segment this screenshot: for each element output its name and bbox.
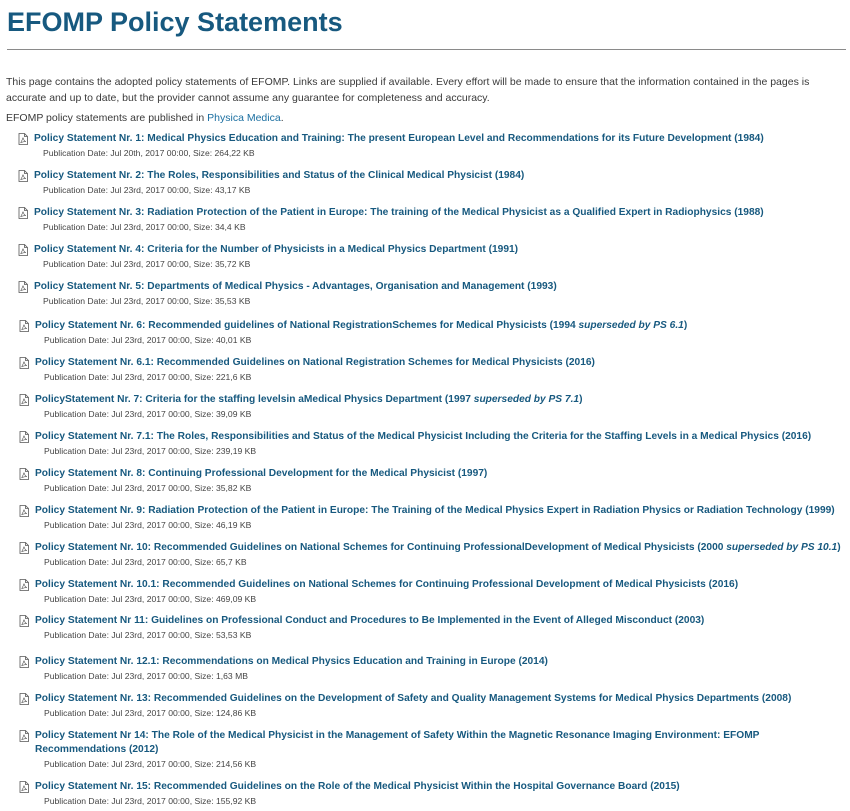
pdf-file-icon — [19, 357, 29, 369]
statement-title: Policy Statement Nr. 1: Medical Physics Education and Training: The present European Level and Recommendations for its Future Development (1984) — [34, 133, 764, 144]
publication-meta: Publication Date: Jul 23rd, 2017 00:00, Size: 155,92 KB — [44, 796, 257, 806]
publication-meta: Publication Date: Jul 23rd, 2017 00:00, Size: 43,17 KB — [43, 185, 251, 195]
publication-meta: Publication Date: Jul 23rd, 2017 00:00, Size: 469,09 KB — [44, 594, 257, 604]
publication-meta: Publication Date: Jul 23rd, 2017 00:00, Size: 214,56 KB — [44, 759, 257, 769]
policy-statement-item — [19, 541, 839, 568]
pdf-file-icon — [19, 505, 29, 517]
publication-meta: Publication Date: Jul 23rd, 2017 00:00, Size: 40,01 KB — [44, 335, 252, 345]
policy-statement-item — [19, 356, 839, 383]
statement-title: Policy Statement Nr. 3: Radiation Protection of the Patient in Europe: The training of the Medical Physicist as a Qualified Expert in Radiophysics (1988) — [34, 207, 764, 218]
superseded-note: superseded by PS 6.1 — [578, 320, 684, 331]
policy-statement-link[interactable] — [34, 280, 838, 294]
pdf-file-icon — [19, 730, 29, 742]
policy-statement-link[interactable] — [35, 655, 839, 669]
publication-meta: Publication Date: Jul 23rd, 2017 00:00, Size: 65,7 KB — [44, 557, 247, 567]
policy-statement-item — [18, 206, 838, 233]
statement-title: Policy Statement Nr. 15: Recommended Guidelines on the Role of the Medical Physicist Within the Hospital Governance Board (2015) — [35, 781, 680, 792]
statement-title-tail: ) — [837, 542, 841, 553]
pdf-file-icon — [18, 133, 28, 145]
statement-title: Policy Statement Nr. 9: Radiation Protection of the Patient in Europe: The Training of the Medical Physics Expert in Radiation Physics or Radiation Technology (1999) — [35, 505, 835, 516]
superseded-note: superseded by PS 10.1 — [726, 542, 838, 553]
published-prefix: EFOMP policy statements are published in — [6, 112, 208, 124]
policy-statement-item — [19, 578, 839, 605]
publication-meta: Publication Date: Jul 23rd, 2017 00:00, Size: 46,19 KB — [44, 520, 252, 530]
pdf-file-icon — [19, 656, 29, 668]
pdf-file-icon — [19, 431, 29, 443]
pdf-file-icon — [19, 468, 29, 480]
policy-statement-link[interactable] — [35, 467, 839, 481]
statement-title: Policy Statement Nr. 5: Departments of Medical Physics - Advantages, Organisation and Management (1993) — [34, 281, 557, 292]
statement-title: Policy Statement Nr. 2: The Roles, Responsibilities and Status of the Clinical Medical Physicist (1984) — [34, 170, 525, 181]
statement-title: Policy Statement Nr. 6.1: Recommended Guidelines on National Registration Schemes for Medical Physicists (2016) — [35, 357, 595, 368]
publication-meta: Publication Date: Jul 23rd, 2017 00:00, Size: 35,53 KB — [43, 296, 251, 306]
pdf-file-icon — [19, 579, 29, 591]
policy-statement-link[interactable] — [35, 319, 839, 333]
policy-statement-item — [18, 169, 838, 196]
pdf-file-icon — [19, 394, 29, 406]
publication-meta: Publication Date: Jul 23rd, 2017 00:00, Size: 53,53 KB — [44, 630, 252, 640]
statement-title-tail: ) — [683, 320, 688, 331]
policy-statement-item — [19, 614, 839, 641]
policy-statement-link[interactable] — [35, 780, 839, 794]
publication-meta: Publication Date: Jul 23rd, 2017 00:00, Size: 221,6 KB — [44, 372, 252, 382]
policy-statement-link[interactable] — [35, 614, 839, 628]
statement-title: Policy Statement Nr. 12.1: Recommendations on Medical Physics Education and Training in Europe (2014) — [35, 656, 548, 667]
policy-statement-item — [19, 780, 839, 807]
pdf-file-icon — [19, 320, 29, 332]
statement-title: Policy Statement Nr. 10: Recommended Guidelines on National Schemes for Continuing ProfessionalDevelopment of Medical Physicists (2000 — [35, 542, 727, 553]
pdf-file-icon — [18, 207, 28, 219]
physica-medica-link[interactable]: Physica Medica — [207, 112, 281, 124]
policy-statement-item — [18, 280, 838, 307]
page-title: EFOMP Policy Statements — [7, 7, 343, 37]
policy-statement-link[interactable] — [35, 393, 839, 407]
publication-meta: Publication Date: Jul 23rd, 2017 00:00, Size: 124,86 KB — [44, 708, 257, 718]
pdf-file-icon — [18, 281, 28, 293]
intro-paragraph: This page contains the adopted policy statements of EFOMP. Links are supplied if available. Every effort will be made to ensure that the information contained in the pages is accurate and up to date, but the provider cannot assume any guarantee for completeness and accuracy. — [6, 76, 810, 104]
policy-statement-link[interactable] — [34, 132, 838, 146]
policy-statement-link[interactable] — [35, 504, 839, 518]
policy-statement-link[interactable] — [35, 692, 839, 706]
policy-statement-link[interactable] — [34, 243, 838, 257]
title-divider — [7, 49, 846, 50]
published-suffix: . — [280, 112, 284, 124]
policy-statement-item — [19, 467, 839, 494]
publication-meta: Publication Date: Jul 23rd, 2017 00:00, Size: 35,82 KB — [44, 483, 252, 493]
statement-title: Policy Statement Nr 11: Guidelines on Professional Conduct and Procedures to Be Implemented in the Event of Alleged Misconduct (2003) — [35, 615, 705, 626]
policy-statement-link[interactable] — [35, 541, 839, 555]
policy-statement-link[interactable] — [35, 356, 839, 370]
policy-statement-item — [19, 319, 839, 346]
policy-statement-item — [19, 504, 839, 531]
publication-meta: Publication Date: Jul 23rd, 2017 00:00, Size: 239,19 KB — [44, 446, 257, 456]
pdf-file-icon — [18, 170, 28, 182]
policy-statement-link[interactable] — [34, 169, 838, 183]
statement-title: Policy Statement Nr. 13: Recommended Guidelines on the Development of Safety and Quality Management Systems for Medical Physics Departments (2008) — [35, 693, 792, 704]
statement-title: Policy Statement Nr 14: The Role of the Medical Physicist in the Management of Safety Within the Magnetic Resonance Imaging Environment: EFOMP Recommendations (2012) — [35, 730, 760, 755]
publication-meta: Publication Date: Jul 23rd, 2017 00:00, Size: 34,4 KB — [43, 222, 246, 232]
policy-statement-item — [19, 430, 839, 457]
statement-title: Policy Statement Nr. 6: Recommended guidelines of National RegistrationSchemes for Medical Physicists (1994 — [35, 320, 579, 331]
policy-statement-item — [19, 729, 839, 770]
policy-statement-item — [18, 132, 838, 159]
policy-statement-link[interactable] — [35, 578, 839, 592]
pdf-file-icon — [19, 615, 29, 627]
policy-statement-link[interactable] — [35, 430, 839, 444]
statement-title: Policy Statement Nr. 7.1: The Roles, Responsibilities and Status of the Medical Physicist Including the Criteria for the Staffing Levels in a Medical Physics (2016) — [35, 431, 812, 442]
publication-meta: Publication Date: Jul 20th, 2017 00:00, Size: 264,22 KB — [43, 148, 255, 158]
publication-meta: Publication Date: Jul 23rd, 2017 00:00, Size: 1,63 MB — [44, 671, 248, 681]
policy-statement-link[interactable] — [35, 729, 839, 757]
policy-statement-item — [19, 692, 839, 719]
policy-statement-item — [18, 243, 838, 270]
policy-statement-link[interactable] — [34, 206, 838, 220]
policy-statement-item — [19, 393, 839, 420]
pdf-file-icon — [19, 693, 29, 705]
statement-title: PolicyStatement Nr. 7: Criteria for the staffing levelsin aMedical Physics Department (1997 — [35, 394, 474, 405]
publication-meta: Publication Date: Jul 23rd, 2017 00:00, Size: 39,09 KB — [44, 409, 252, 419]
policy-statement-item — [19, 655, 839, 682]
superseded-note: superseded by PS 7.1 — [473, 394, 580, 405]
statement-title: Policy Statement Nr. 10.1: Recommended Guidelines on National Schemes for Continuing Professional Development of Medical Physicists (2016) — [35, 579, 739, 590]
publication-meta: Publication Date: Jul 23rd, 2017 00:00, Size: 35,72 KB — [43, 259, 251, 269]
pdf-file-icon — [18, 244, 28, 256]
pdf-file-icon — [19, 781, 29, 793]
pdf-file-icon — [19, 542, 29, 554]
published-in-note — [6, 110, 284, 126]
statement-title: Policy Statement Nr. 8: Continuing Professional Development for the Medical Physicist (1997) — [35, 468, 488, 479]
statement-title: Policy Statement Nr. 4: Criteria for the Number of Physicists in a Medical Physics Department (1991) — [34, 244, 519, 255]
statement-title-tail: ) — [579, 394, 583, 405]
